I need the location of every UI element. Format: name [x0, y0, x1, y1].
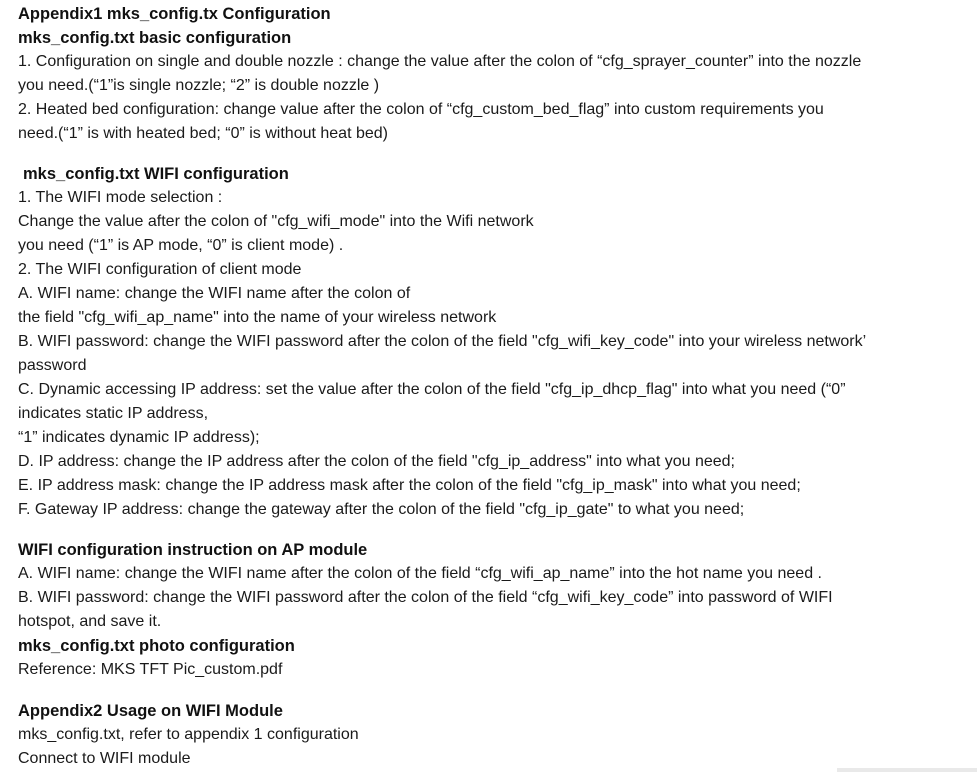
wifi-config-line: A. WIFI name: change the WIFI name after the colon of: [18, 285, 411, 302]
appendix2-title: Appendix2 Usage on WIFI Module: [18, 702, 283, 720]
appendix1-title: Appendix1 mks_config.tx Configuration: [18, 5, 331, 23]
spacer: [18, 522, 973, 538]
wifi-config-line: password: [18, 357, 87, 374]
appendix2-line: Connect to WIFI module: [18, 750, 191, 767]
wifi-config-line: indicates static IP address,: [18, 405, 209, 422]
wifi-config-line: the field "cfg_wifi_ap_name" into the name of your wireless network: [18, 309, 497, 326]
ap-module-section: [18, 538, 973, 634]
photo-config-line: Reference: MKS TFT Pic_custom.pdf: [18, 661, 283, 678]
ap-module-line: A. WIFI name: change the WIFI name after the colon of the field “cfg_wifi_ap_name” into the hot name you need .: [18, 565, 822, 582]
ap-module-heading: WIFI configuration instruction on AP module: [18, 541, 368, 559]
wifi-config-line: 1. The WIFI mode selection :: [18, 189, 223, 206]
photo-config-section: [18, 634, 973, 682]
scrollbar-track[interactable]: [837, 768, 977, 772]
basic-config-line: need.(“1” is with heated bed; “0” is without heat bed): [18, 125, 388, 142]
wifi-config-heading: mks_config.txt WIFI configuration: [23, 165, 289, 183]
ap-module-line: hotspot, and save it.: [18, 613, 162, 630]
wifi-config-line: F. Gateway IP address: change the gateway after the colon of the field "cfg_ip_gate" to what you need;: [18, 501, 745, 518]
appendix2-section: [18, 699, 973, 771]
wifi-config-section: [18, 162, 973, 522]
spacer: [18, 146, 973, 162]
wifi-config-line: C. Dynamic accessing IP address: set the value after the colon of the field "cfg_ip_dhcp_flag" into what you need (“0”: [18, 381, 846, 398]
basic-config-heading: mks_config.txt basic configuration: [18, 29, 292, 47]
ap-module-line: B. WIFI password: change the WIFI password after the colon of the field “cfg_wifi_key_code” into password of WIFI: [18, 589, 833, 606]
basic-config-line: 1. Configuration on single and double nozzle : change the value after the colon of “cfg_sprayer_counter” into the nozzle: [18, 53, 862, 70]
basic-config-line: 2. Heated bed configuration: change value after the colon of “cfg_custom_bed_flag” into custom requirements you: [18, 101, 824, 118]
spacer: [18, 682, 973, 699]
wifi-config-line: D. IP address: change the IP address after the colon of the field "cfg_ip_address" into what you need;: [18, 453, 735, 470]
photo-config-heading: mks_config.txt photo configuration: [18, 637, 295, 655]
wifi-config-line: E. IP address mask: change the IP address mask after the colon of the field "cfg_ip_mask" into what you need;: [18, 477, 801, 494]
basic-config-line: you need.(“1”is single nozzle; “2” is double nozzle ): [18, 77, 380, 94]
document-body: [18, 2, 973, 771]
appendix2-line: mks_config.txt, refer to appendix 1 configuration: [18, 726, 359, 743]
wifi-config-line: “1” indicates dynamic IP address);: [18, 429, 260, 446]
wifi-config-line: you need (“1” is AP mode, “0” is client mode) .: [18, 237, 344, 254]
wifi-config-line: B. WIFI password: change the WIFI password after the colon of the field "cfg_wifi_key_code" into your wireless network’: [18, 333, 867, 350]
appendix1-section: [18, 2, 973, 146]
wifi-config-line: 2. The WIFI configuration of client mode: [18, 261, 302, 278]
wifi-config-line: Change the value after the colon of "cfg_wifi_mode" into the Wifi network: [18, 213, 534, 230]
